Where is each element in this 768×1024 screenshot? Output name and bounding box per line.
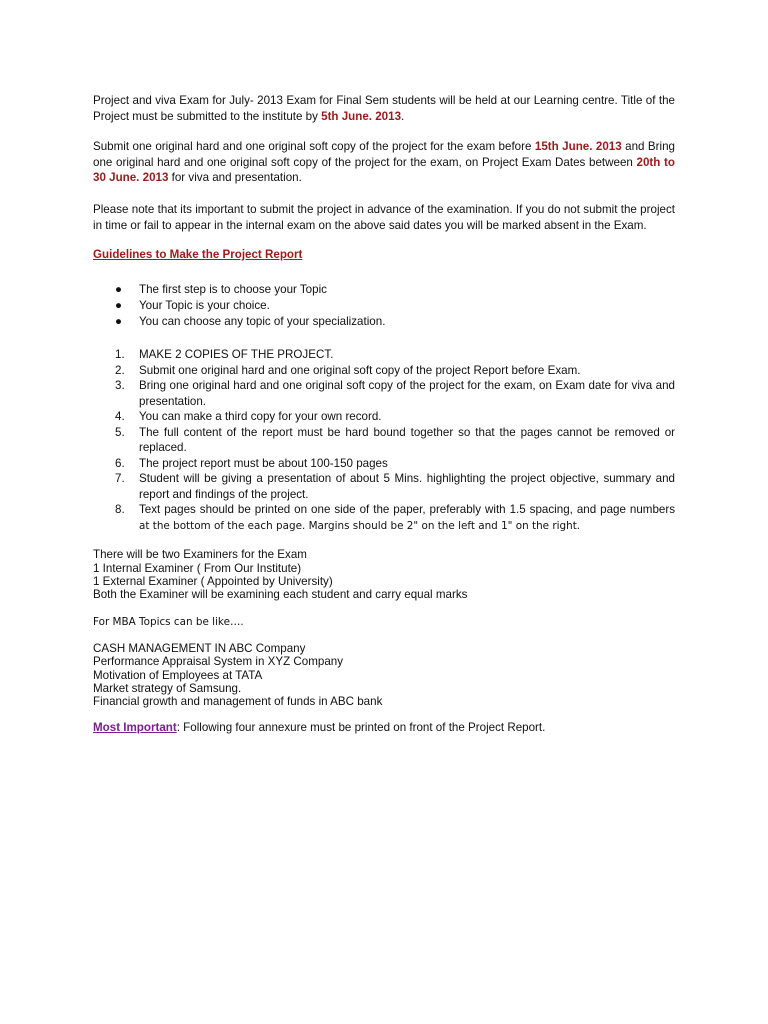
bullet-dot-icon: ●: [115, 283, 123, 296]
title-deadline-date: 5th June. 2013: [321, 109, 402, 123]
mba-topics-intro: For MBA Topics can be like….: [93, 616, 244, 628]
item-number: 2.: [115, 363, 125, 377]
exam-dates-range: 20th to 30 June. 2013: [93, 155, 675, 184]
numbered-item: [93, 425, 675, 456]
intro-paragraph-2: [93, 139, 675, 186]
item-text: Bring one original hard and one original soft copy of the project for the exam, on Exam date for viva and presentation.: [139, 379, 675, 408]
intro-p1-text: Project and viva Exam for July- 2013 Exam for Final Sem students will be held at our Learning centre. Title of the Project must be submitted to the institute by: [93, 94, 675, 123]
bullet-item: [93, 298, 675, 314]
item-number: 7.: [115, 472, 125, 485]
item-number: 5.: [115, 425, 125, 439]
item-number: 6.: [115, 456, 125, 470]
intro-p1-end: .: [401, 109, 405, 123]
item-number: 3.: [115, 379, 125, 392]
guidelines-heading: Guidelines to Make the Project Report: [93, 248, 303, 261]
examiners-line-4: Both the Examiner will be examining each student and carry equal marks: [93, 588, 468, 601]
item-text: The project report must be about 100-150 pages: [139, 456, 388, 470]
item-text: Student will be giving a presentation of about 5 Mins. highlighting the project objective, summary and report and findings of the project.: [139, 472, 675, 501]
intro-paragraph-1: [93, 93, 675, 124]
intro-p2-a: Submit one original hard and one original soft copy of the project for the exam before: [93, 140, 535, 153]
examiners-line-3: 1 External Examiner ( Appointed by University): [93, 575, 333, 588]
item-text: You can make a third copy for your own record.: [139, 410, 382, 423]
item-number: 4.: [115, 410, 125, 423]
topic-example: CASH MANAGEMENT IN ABC Company: [93, 642, 306, 655]
item-number: 1.: [115, 348, 125, 361]
bullet-text: The first step is to choose your Topic: [139, 283, 327, 296]
numbered-item: [93, 471, 675, 502]
intro-p2-c: for viva and presentation.: [168, 171, 302, 184]
submission-deadline-date: 15th June. 2013: [534, 140, 622, 153]
topic-example: Financial growth and management of funds in ABC bank: [93, 695, 383, 708]
examiners-line-2: 1 Internal Examiner ( From Our Institute): [93, 562, 302, 575]
bullet-text: You can choose any topic of your specialization.: [139, 315, 386, 328]
topic-example: Motivation of Employees at TATA: [93, 669, 263, 682]
bullet-item: [93, 282, 675, 298]
item-text-part-a: Text pages should be printed on one side of the paper, preferably with 1.5 spacing, and page numbers: [139, 503, 675, 516]
numbered-item: [93, 409, 675, 425]
item-text: Submit one original hard and one original soft copy of the project Report before Exam.: [139, 363, 581, 377]
bullet-dot-icon: ●: [115, 299, 123, 312]
intro-paragraph-3: Please note that its important to submit the project in advance of the examination. If you do not submit the project in time or fail to appear in the internal exam on the above said dates you will be marked absent in the Exam.: [93, 203, 675, 232]
bullet-text: Your Topic is your choice.: [139, 299, 270, 312]
most-important-note: [93, 721, 545, 735]
numbered-item: [93, 363, 675, 379]
item-text-part-b: at the bottom of the each page. Margins should be 2" on the left and 1" on the right.: [139, 519, 581, 532]
examiners-line-1: There will be two Examiners for the Exam: [93, 548, 307, 561]
item-text: The full content of the report must be hard bound together so that the pages cannot be removed or replaced.: [139, 425, 675, 454]
numbered-item: [93, 456, 675, 472]
intro-p2-b: and Bring one original hard and one original soft copy of the project for the exam, on Project Exam Dates between: [93, 140, 675, 169]
topic-example: Performance Appraisal System in XYZ Company: [93, 655, 344, 668]
item-number: 8.: [115, 503, 125, 516]
guidelines-numbered-list: [93, 347, 675, 534]
bullet-dot-icon: ●: [115, 315, 123, 328]
bullet-item: [93, 314, 675, 330]
numbered-item: [93, 347, 675, 363]
topic-example: Market strategy of Samsung.: [93, 682, 242, 695]
numbered-item: [93, 502, 675, 534]
topic-bullet-list: [93, 282, 675, 330]
most-important-label: Most Important: [93, 721, 177, 734]
most-important-text: : Following four annexure must be printed on front of the Project Report.: [176, 721, 546, 734]
item-text: MAKE 2 COPIES OF THE PROJECT.: [139, 348, 334, 361]
numbered-item: [93, 378, 675, 409]
